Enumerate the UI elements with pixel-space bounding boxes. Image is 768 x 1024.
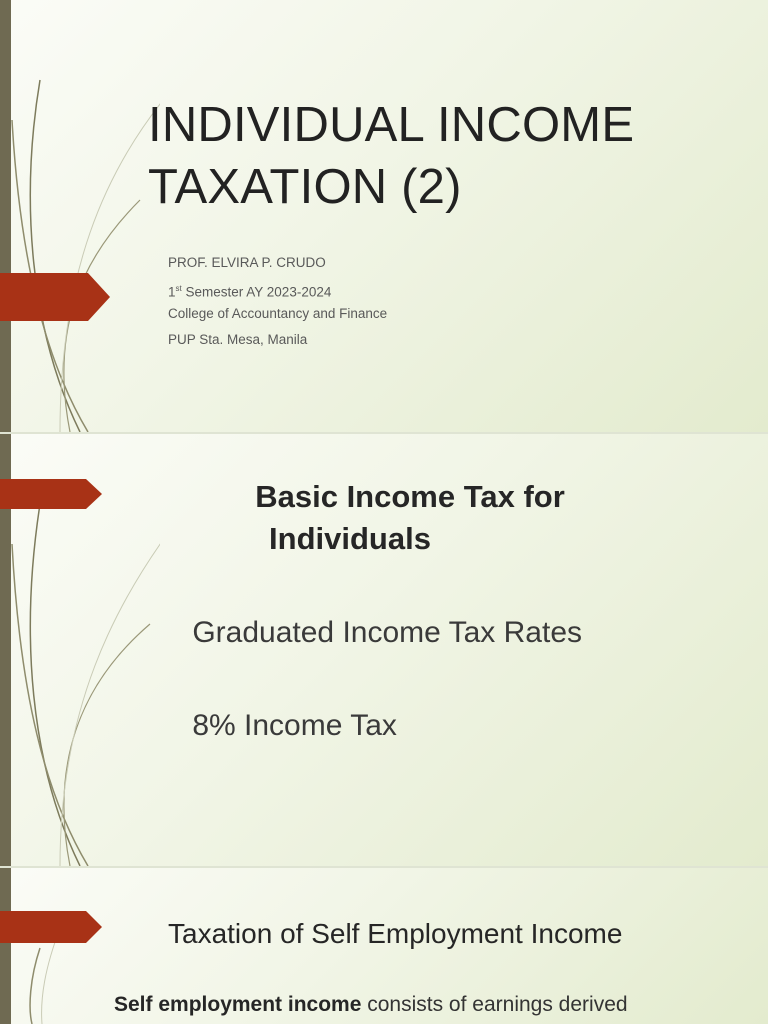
college-name: College of Accountancy and Finance	[168, 306, 388, 321]
body-bold-term: Self employment income	[114, 993, 362, 1016]
decorative-curves	[0, 0, 160, 432]
slide-title-line-2: TAXATION (2)	[148, 160, 462, 214]
bullet-text: Graduated Income Tax Rates	[192, 616, 583, 649]
slide-heading-line-2: Individuals	[269, 521, 431, 556]
semester-text: Semester AY 2023-2024	[181, 284, 332, 299]
accent-arrow	[0, 273, 110, 321]
accent-arrow	[0, 911, 102, 943]
slide-heading: Taxation of Self Employment Income	[168, 918, 623, 949]
slide-body-text	[114, 993, 628, 1017]
semester-ordinal: st	[175, 283, 182, 293]
accent-arrow	[0, 479, 102, 509]
presenter-info	[168, 254, 387, 356]
campus-location: PUP Sta. Mesa, Manila	[168, 331, 308, 347]
bullet-item	[166, 616, 582, 650]
presenter-name: PROF. ELVIRA P. CRUDO	[168, 255, 326, 270]
bullet-item	[166, 709, 397, 743]
slide-heading-line-1: Basic Income Tax for	[255, 479, 565, 514]
slide-heading	[150, 476, 670, 560]
semester-line	[168, 280, 387, 306]
slide-title-line-1: INDIVIDUAL INCOME	[148, 98, 635, 152]
semester-number: 1	[168, 284, 176, 299]
body-text: consists of earnings derived	[361, 993, 628, 1016]
bullet-text: 8% Income Tax	[192, 709, 397, 742]
title-slide	[0, 0, 768, 432]
slide-title	[148, 94, 748, 218]
